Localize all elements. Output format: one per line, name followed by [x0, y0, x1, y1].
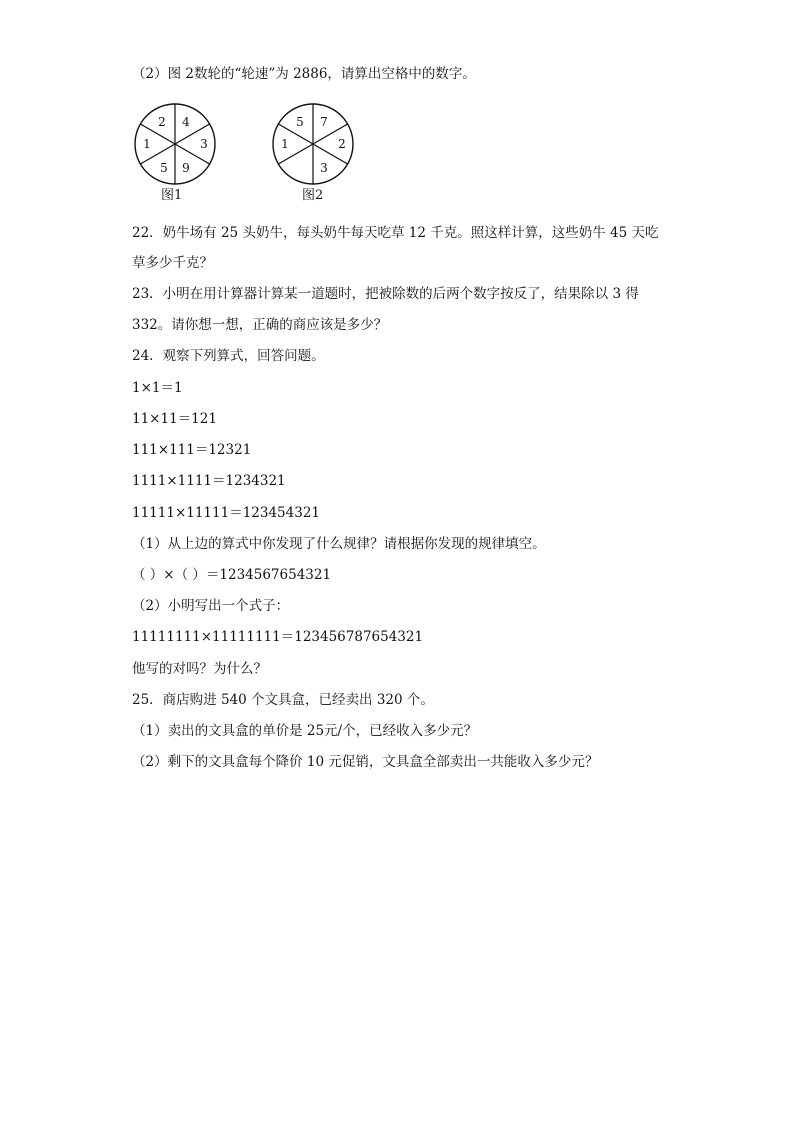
wheel-2-number: 1: [281, 137, 289, 151]
q24-part1: （1）从上边的算式中你发现了什么规律？请根据你发现的规律填空。: [132, 536, 546, 552]
wheel-figure-1: [133, 102, 217, 186]
q24-equation-5: 11111×11111＝123454321: [132, 505, 321, 521]
wheel-figure-2: [271, 102, 355, 186]
wheel-1-number: 9: [182, 161, 190, 175]
wheel-2-svg: [271, 102, 355, 186]
q24-equation-1: 1×1＝1: [132, 380, 183, 396]
figure-1-label: 图1: [161, 188, 183, 203]
wheel-1-number: 1: [143, 137, 151, 151]
q23-line1: 23．小明在用计算器计算某一道题时，把被除数的后两个数字按反了，结果除以 3 得: [132, 286, 639, 302]
wheel-1-number: 5: [160, 161, 168, 175]
wheel-1-number: 3: [200, 137, 208, 151]
wheel-2-number: 2: [338, 137, 346, 151]
figure-2-label: 图2: [302, 188, 324, 203]
wheel-2-number: 5: [296, 115, 304, 129]
q22-line1: 22．奶牛场有 25 头奶牛，每头奶牛每天吃草 12 千克。照这样计算，这些奶牛 45 天吃: [132, 225, 659, 241]
q24-question: 他写的对吗？为什么？: [132, 661, 267, 677]
q24-equation-4: 1111×1111＝1234321: [132, 473, 286, 489]
wheel-1-number: 2: [158, 115, 166, 129]
wheel-2-number: 3: [320, 161, 328, 175]
q24-equation-6: 11111111×11111111＝123456787654321: [132, 629, 424, 645]
q21-part2: （2）图 2数轮的“轮速”为 2886，请算出空格中的数字。: [132, 66, 476, 82]
q24-equation-2: 11×11＝121: [132, 411, 217, 427]
wheel-1-number: 4: [182, 115, 190, 129]
wheel-1-svg: [133, 102, 217, 186]
wheel-2-number: 7: [320, 115, 328, 129]
q24-part2: （2）小明写出一个式子：: [132, 598, 290, 614]
q23-line2: 332。请你想一想，正确的商应该是多少？: [132, 317, 388, 333]
q24-equation-3: 111×111＝12321: [132, 442, 252, 458]
q24-title: 24．观察下列算式，回答问题。: [132, 348, 325, 364]
q22-line2: 草多少千克？: [132, 255, 213, 271]
q25-part1: （1）卖出的文具盒的单价是 25元/个，已经收入多少元？: [132, 723, 478, 739]
q25-title: 25．商店购进 540 个文具盒，已经卖出 320 个。: [132, 692, 434, 708]
q24-fill-blank: （ ）×（ ）＝1234567654321: [132, 567, 332, 583]
q25-part2: （2）剩下的文具盒每个降价 10 元促销，文具盒全部卖出一共能收入多少元？: [132, 754, 599, 770]
wheel-figures: [132, 98, 372, 210]
